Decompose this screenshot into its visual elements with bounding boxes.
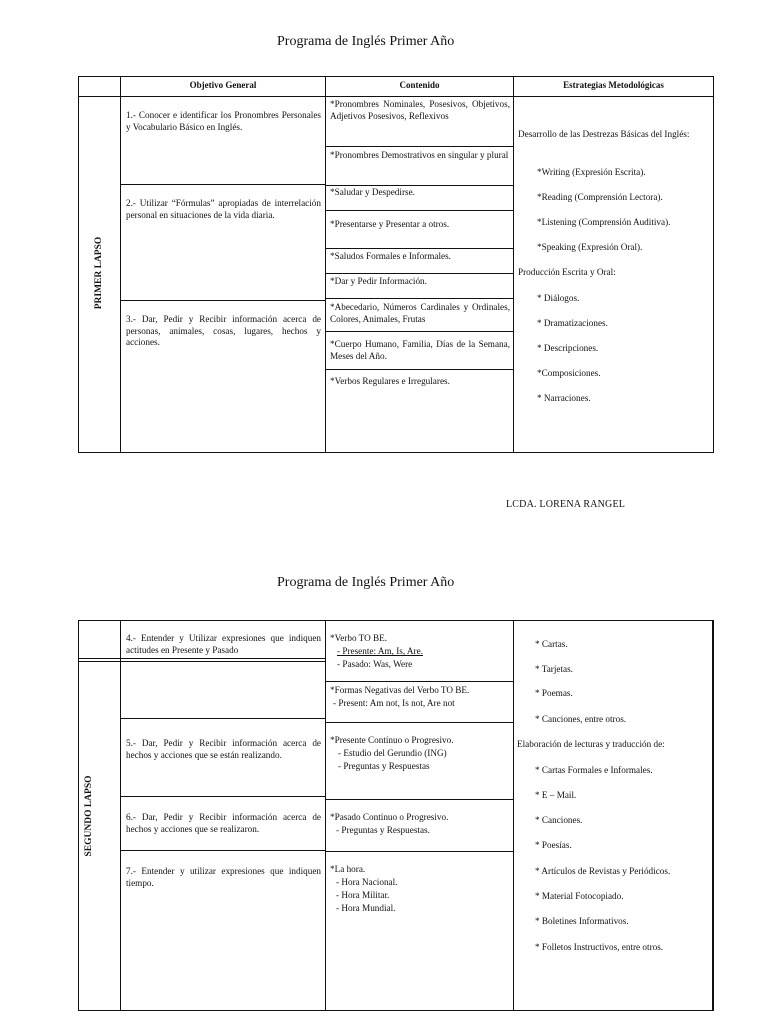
strategy-item: * E – Mail. xyxy=(535,790,577,800)
column-divider xyxy=(120,76,121,453)
row-divider xyxy=(121,718,326,719)
column-divider xyxy=(325,620,326,1011)
content-item: *Dar y Pedir Información. xyxy=(330,276,427,286)
page-title: Programa de Inglés Primer Año xyxy=(277,34,455,49)
row-divider xyxy=(121,300,326,301)
content-item: *Presentarse y Presentar a otros. xyxy=(330,219,450,229)
objective-1: 1.- Conocer e identificar los Pronombres Personales y Vocabulario Básico en Inglés. xyxy=(126,110,321,132)
table-border xyxy=(78,76,714,77)
row-divider xyxy=(78,661,326,662)
content-item: *La hora. xyxy=(330,864,366,874)
column-divider xyxy=(513,620,514,1011)
header-estrategias: Estrategias Metodológicas xyxy=(563,80,664,90)
objective-4: 4.- Entender y Utilizar expresiones que indiquen actitudes en Presente y Pasado xyxy=(126,633,321,655)
row-divider xyxy=(326,331,514,332)
strategy-item: *Composiciones. xyxy=(537,368,601,378)
content-subitem: - Hora Mundial. xyxy=(336,903,396,913)
row-divider xyxy=(326,210,514,211)
row-divider xyxy=(326,185,514,186)
table-border xyxy=(78,452,714,453)
strategy-item: * Poesías. xyxy=(535,840,572,850)
content-subitem: - Pasado: Was, Were xyxy=(337,659,413,669)
objective-7: 7.- Entender y utilizar expresiones que indiquen tiempo. xyxy=(126,866,321,888)
table-border xyxy=(712,620,714,1011)
objective-2: 2.- Utilizar “Fórmulas” apropiadas de interrelación personal en situaciones de la vida diaria. xyxy=(126,198,321,220)
strategy-skill: *Reading (Comprensión Lectora). xyxy=(537,192,663,202)
content-item: *Pronombres Nominales, Posesivos, Objetivos, Adjetivos Posesivos, Reflexivos xyxy=(330,99,510,121)
strategy-item: * Narraciones. xyxy=(537,393,591,403)
content-item: *Verbo TO BE. xyxy=(330,633,388,643)
table-border xyxy=(78,76,79,453)
content-subitem: - Presente: Am, Is, Are. xyxy=(337,646,423,656)
content-item: *Abecedario, Números Cardinales y Ordinales, Colores, Animales, Frutas xyxy=(330,302,510,324)
strategy-item: * Canciones, entre otros. xyxy=(535,714,627,724)
row-divider xyxy=(326,722,514,723)
column-divider xyxy=(513,76,514,453)
row-divider xyxy=(326,681,514,682)
content-subitem: - Hora Nacional. xyxy=(336,877,398,887)
table-border xyxy=(78,96,714,97)
objective-6: 6.- Dar, Pedir y Recibir información acerca de hechos y acciones que se realizaron. xyxy=(126,812,321,834)
content-item: *Saludar y Despedirse. xyxy=(330,187,415,197)
lapso-label: SEGUNDO LAPSO xyxy=(84,775,94,857)
strategy-item: * Boletines Informativos. xyxy=(535,916,629,926)
row-divider xyxy=(326,369,514,370)
strategy-item: * Cartas. xyxy=(535,639,568,649)
content-subitem: - Present: Am not, Is not, Are not xyxy=(333,698,455,708)
strategy-item: * Poemas. xyxy=(535,688,573,698)
strategies-produccion: Producción Escrita y Oral: xyxy=(518,267,616,277)
strategy-item: * Cartas Formales e Informales. xyxy=(535,765,653,775)
table-border xyxy=(78,620,79,1011)
objective-5: 5.- Dar, Pedir y Recibir información acerca de hechos y acciones que se están realizando. xyxy=(126,738,321,760)
content-item: *Pronombres Demostrativos en singular y plural xyxy=(330,150,509,160)
header-contenido: Contenido xyxy=(399,80,440,90)
content-subitem: - Preguntas y Respuestas. xyxy=(336,825,430,835)
strategy-skill: *Writing (Expresión Escrita). xyxy=(537,167,646,177)
row-divider xyxy=(326,273,514,274)
row-divider xyxy=(121,184,326,185)
strategy-item: * Folletos Instructivos, entre otros. xyxy=(535,942,664,952)
content-item: *Verbos Regulares e Irregulares. xyxy=(330,376,450,386)
column-divider xyxy=(325,76,326,453)
content-subitem: - Estudio del Gerundio (ING) xyxy=(338,748,447,758)
objective-3: 3.- Dar, Pedir y Recibir información acerca de personas, animales, cosas, lugares, hechos y acciones. xyxy=(126,314,321,347)
content-subitem: - Preguntas y Respuestas xyxy=(338,761,430,771)
row-divider xyxy=(326,799,514,800)
strategy-item: * Tarjetas. xyxy=(535,664,573,674)
strategy-item: * Dramatizaciones. xyxy=(537,318,608,328)
row-divider xyxy=(326,298,514,299)
content-item: *Presente Contínuo o Progresivo. xyxy=(330,735,454,745)
row-divider xyxy=(121,796,326,797)
page-title: Programa de Inglés Primer Año xyxy=(277,575,455,590)
strategy-item: * Descripciones. xyxy=(537,343,599,353)
header-objetivo-general: Objetivo General xyxy=(189,80,257,90)
table-border xyxy=(713,76,714,453)
row-divider xyxy=(78,658,326,659)
column-divider xyxy=(120,620,121,1011)
strategies-intro: Desarrollo de las Destrezas Básicas del Inglés: xyxy=(518,129,690,139)
strategy-item: * Diálogos. xyxy=(537,293,580,303)
strategy-item: * Material Fotocopiado. xyxy=(535,891,624,901)
content-item: *Cuerpo Humano, Familia, Días de la Semana, Meses del Año. xyxy=(330,339,510,361)
content-item: *Pasado Contínuo o Progresivo. xyxy=(330,812,449,822)
strategy-item: * Canciones. xyxy=(535,815,583,825)
table-border xyxy=(78,620,714,621)
row-divider xyxy=(326,851,514,852)
lapso-label: PRIMER LAPSO xyxy=(94,236,104,310)
row-divider xyxy=(326,146,514,147)
content-subitem: - Hora Militar. xyxy=(336,890,390,900)
strategy-skill: *Listening (Comprensión Auditiva). xyxy=(537,217,671,227)
content-item: *Formas Negativas del Verbo TO BE. xyxy=(330,685,470,695)
signature-name: LCDA. LORENA RANGEL xyxy=(506,499,626,510)
strategy-item: * Artículos de Revistas y Periódicos. xyxy=(535,866,671,876)
row-divider xyxy=(326,248,514,249)
row-divider xyxy=(121,850,326,851)
strategy-skill: *Speaking (Expresión Oral). xyxy=(537,242,643,252)
content-item: *Saludos Formales e Informales. xyxy=(330,251,451,261)
table-border xyxy=(78,1010,714,1011)
strategies-elaboracion: Elaboración de lecturas y traducción de: xyxy=(517,739,665,749)
